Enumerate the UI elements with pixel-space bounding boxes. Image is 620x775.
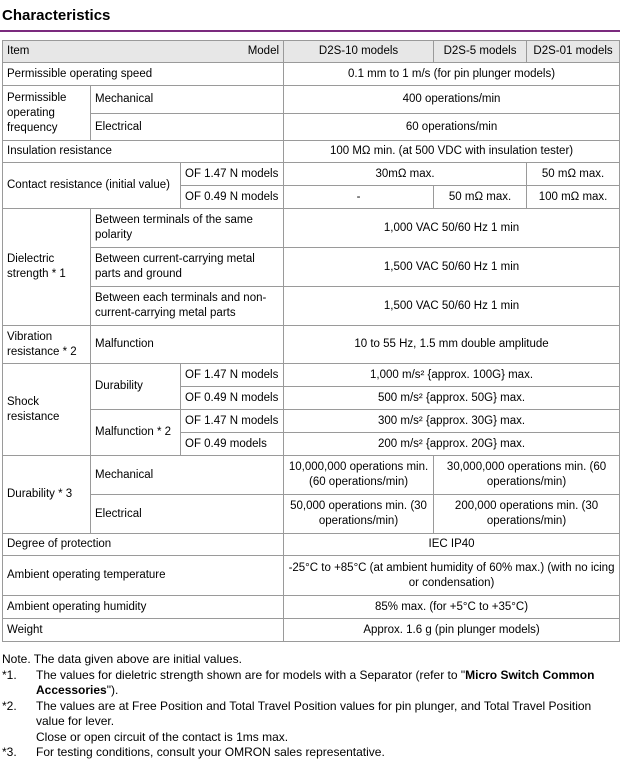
shock-d049-value: 500 m/s² {approx. 50G} max. xyxy=(284,387,620,410)
note-2 xyxy=(2,699,618,746)
table-row xyxy=(3,163,620,186)
frequency-mechanical-value: 400 operations/min xyxy=(284,86,620,114)
table-row xyxy=(3,495,620,534)
note-2-mark: *2. xyxy=(2,698,17,713)
durability-mechanical-d2s10: 10,000,000 operations min. (60 operations/min) xyxy=(284,456,434,495)
note-1-text-a: The values for dieletric strength shown are for models with a Separator (refer to " xyxy=(36,667,466,682)
frequency-mechanical-label: Mechanical xyxy=(91,86,284,114)
table-row xyxy=(3,114,620,141)
note-3-text: For testing conditions, consult your OMRON sales representative. xyxy=(36,745,385,759)
header-d2s01: D2S-01 models xyxy=(527,41,620,63)
frequency-label: Permissible operating frequency xyxy=(3,86,91,141)
frequency-electrical-label: Electrical xyxy=(91,114,284,141)
note-1 xyxy=(2,668,618,699)
contact-of049-d2s01: 100 mΩ max. xyxy=(527,186,620,209)
table-row xyxy=(3,596,620,619)
shock-label: Shock resistance xyxy=(3,364,91,456)
dielectric-ground-value: 1,500 VAC 50/60 Hz 1 min xyxy=(284,248,620,287)
table-row xyxy=(3,456,620,495)
shock-malfunction-label: Malfunction * 2 xyxy=(91,410,181,456)
table-header-row xyxy=(3,41,620,63)
header-d2s10: D2S-10 models xyxy=(284,41,434,63)
notes-intro: Note. The data given above are initial values. xyxy=(2,652,242,666)
note-2-text-b: Close or open circuit of the contact is 1ms max. xyxy=(36,729,289,744)
dielectric-noncurrent-value: 1,500 VAC 50/60 Hz 1 min xyxy=(284,287,620,326)
durability-electrical-label: Electrical xyxy=(91,495,284,534)
header-item-model-cell xyxy=(3,41,284,63)
shock-d049-label: OF 0.49 N models xyxy=(181,387,284,410)
table-row xyxy=(3,248,620,287)
weight-value: Approx. 1.6 g (pin plunger models) xyxy=(284,619,620,642)
vibration-value: 10 to 55 Hz, 1.5 mm double amplitude xyxy=(284,326,620,364)
dielectric-noncurrent-label: Between each terminals and non-current-carrying metal parts xyxy=(91,287,284,326)
table-row xyxy=(3,326,620,364)
shock-m049-label: OF 0.49 models xyxy=(181,433,284,456)
table-row xyxy=(3,63,620,86)
shock-d147-value: 1,000 m/s² {approx. 100G} max. xyxy=(284,364,620,387)
table-row xyxy=(3,209,620,248)
humidity-label: Ambient operating humidity xyxy=(3,596,284,619)
note-1-text-b: "). xyxy=(106,683,119,697)
insulation-label: Insulation resistance xyxy=(3,141,284,163)
table-row xyxy=(3,556,620,596)
contact-of147-d2s01: 50 mΩ max. xyxy=(527,163,620,186)
note-2-text-a: The values are at Free Position and Total Travel Position values for pin plunger, and Total Travel Position value for lever. xyxy=(36,698,592,728)
header-model: Model xyxy=(247,45,280,57)
shock-m147-label: OF 1.47 N models xyxy=(181,410,284,433)
shock-m049-value: 200 m/s² {approx. 20G} max. xyxy=(284,433,620,456)
insulation-value: 100 MΩ min. (at 500 VDC with insulation tester) xyxy=(284,141,620,163)
note-1-text xyxy=(36,668,618,699)
page-title: Characteristics xyxy=(2,7,111,24)
vibration-label: Vibration resistance * 2 xyxy=(3,326,91,364)
note-1-mark: *1. xyxy=(2,667,17,682)
contact-of147-label: OF 1.47 N models xyxy=(181,163,284,186)
dielectric-label: Dielectric strength * 1 xyxy=(3,209,91,326)
header-d2s5: D2S-5 models xyxy=(434,41,527,63)
characteristics-table xyxy=(2,40,620,642)
table-row xyxy=(3,619,620,642)
durability-label: Durability * 3 xyxy=(3,456,91,534)
dielectric-ground-label: Between current-carrying metal parts and ground xyxy=(91,248,284,287)
dielectric-same-polarity-value: 1,000 VAC 50/60 Hz 1 min xyxy=(284,209,620,248)
table-row xyxy=(3,86,620,114)
table-row xyxy=(3,141,620,163)
temperature-value: -25°C to +85°C (at ambient humidity of 60% max.) (with no icing or condensation) xyxy=(284,556,620,596)
table-row xyxy=(3,287,620,326)
frequency-electrical-value: 60 operations/min xyxy=(284,114,620,141)
durability-electrical-d2s10: 50,000 operations min. (30 operations/min) xyxy=(284,495,434,534)
shock-m147-value: 300 m/s² {approx. 30G} max. xyxy=(284,410,620,433)
protection-value: IEC IP40 xyxy=(284,534,620,556)
vibration-sub-label: Malfunction xyxy=(91,326,284,364)
contact-label: Contact resistance (initial value) xyxy=(3,163,181,209)
temperature-label: Ambient operating temperature xyxy=(3,556,284,596)
speed-label: Permissible operating speed xyxy=(3,63,284,86)
durability-electrical-other: 200,000 operations min. (30 operations/min) xyxy=(434,495,620,534)
note-1-reference: Micro Switch Common Accessories xyxy=(36,667,595,697)
dielectric-same-polarity-label: Between terminals of the same polarity xyxy=(91,209,284,248)
durability-mechanical-other: 30,000,000 operations min. (60 operations/min) xyxy=(434,456,620,495)
contact-of049-label: OF 0.49 N models xyxy=(181,186,284,209)
title-underline xyxy=(0,30,620,32)
shock-d147-label: OF 1.47 N models xyxy=(181,364,284,387)
note-3 xyxy=(2,745,618,761)
header-item: Item xyxy=(7,45,30,57)
notes-section xyxy=(2,652,618,761)
speed-value: 0.1 mm to 1 m/s (for pin plunger models) xyxy=(284,63,620,86)
contact-of147-d2s10: 30mΩ max. xyxy=(284,163,527,186)
table-row xyxy=(3,410,620,433)
contact-of049-d2s5: 50 mΩ max. xyxy=(434,186,527,209)
note-2-text xyxy=(36,699,618,746)
durability-mechanical-label: Mechanical xyxy=(91,456,284,495)
shock-durability-label: Durability xyxy=(91,364,181,410)
weight-label: Weight xyxy=(3,619,284,642)
humidity-value: 85% max. (for +5°C to +35°C) xyxy=(284,596,620,619)
note-3-mark: *3. xyxy=(2,745,17,759)
protection-label: Degree of protection xyxy=(3,534,284,556)
table-row xyxy=(3,534,620,556)
table-row xyxy=(3,364,620,387)
contact-of049-d2s10: - xyxy=(284,186,434,209)
